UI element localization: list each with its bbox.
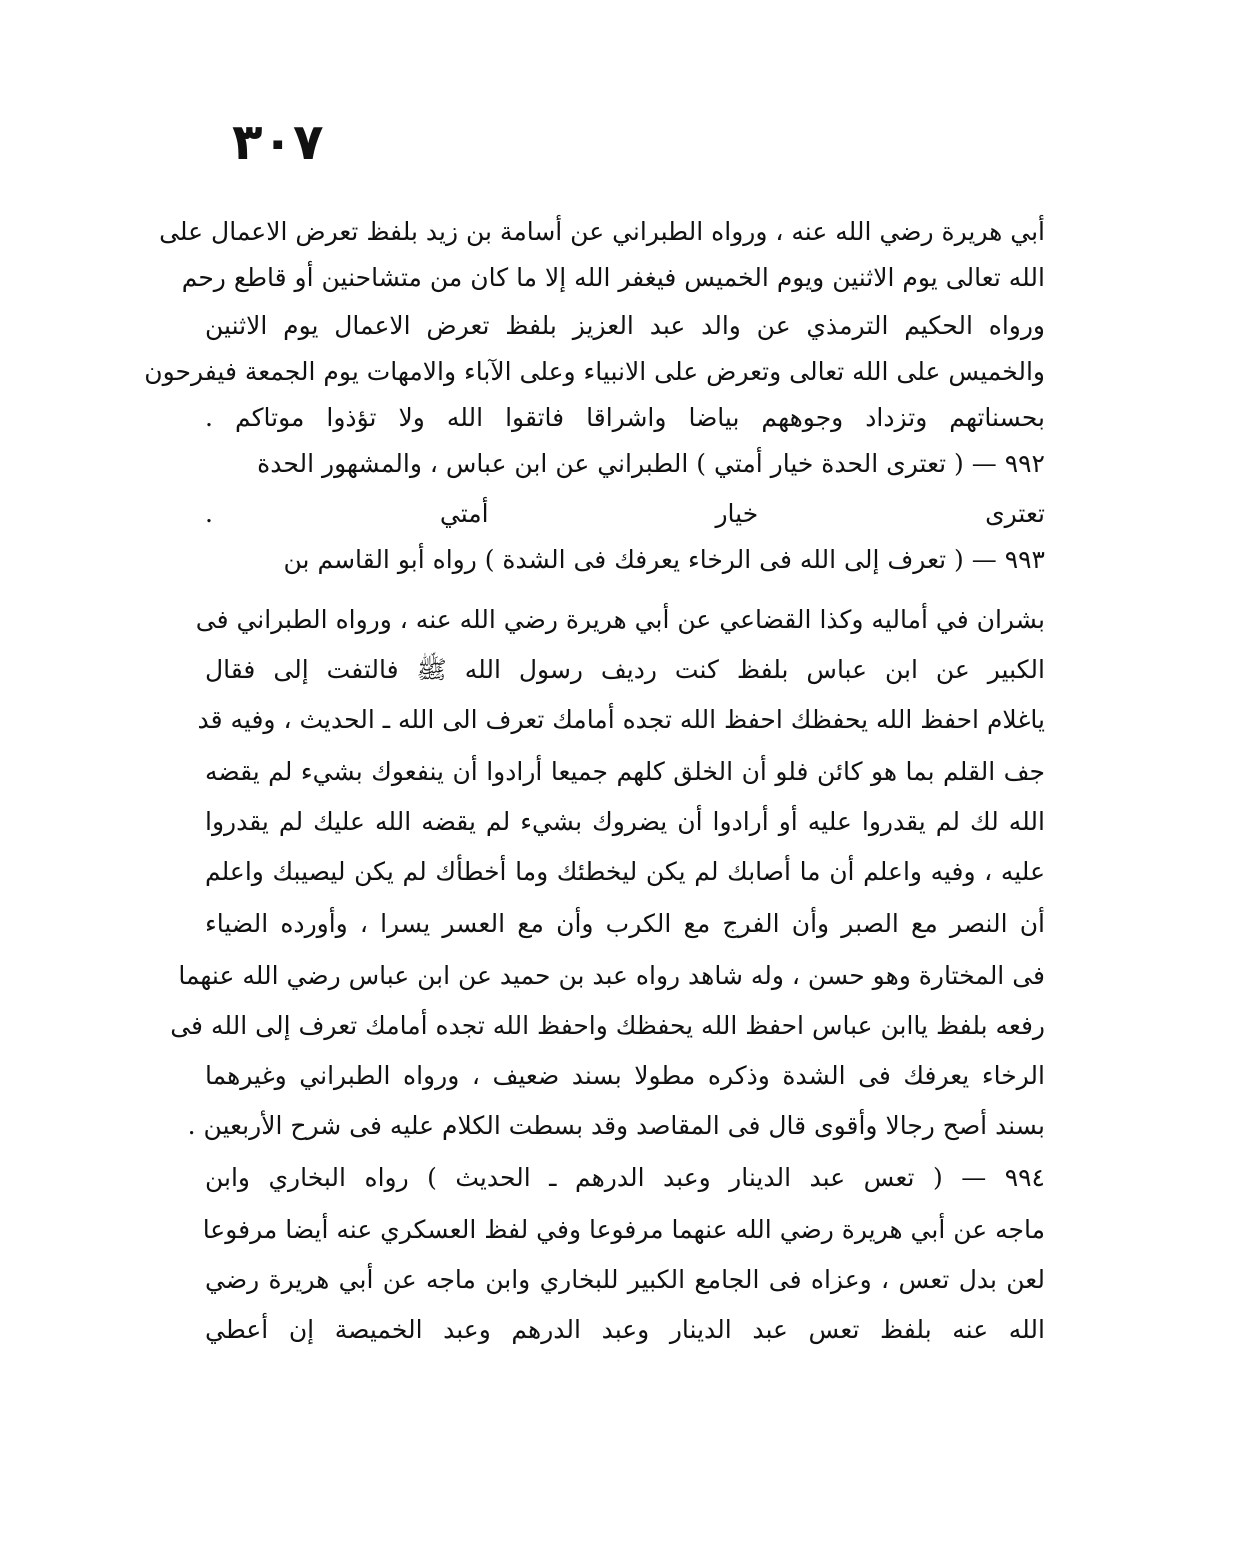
text-line: ٩٩٣ — ( تعرف إلى الله فى الرخاء يعرفك فى الشدة ) رواه أبو القاسم بن [283, 545, 1045, 574]
text-line: بسند أصح رجالا وأقوى قال فى المقاصد وقد بسطت الكلام عليه فى شرح الأربعين . [187, 1111, 1045, 1140]
page-number: ٣٠٧ [232, 113, 324, 171]
text-line: والخميس على الله تعالى وتعرض على الانبياء وعلى الآباء والامهات يوم الجمعة فيفرحون [144, 357, 1045, 386]
text-line: رفعه بلفظ ياابن عباس احفظ الله يحفظك واحفظ الله تجده أمامك تعرف إلى الله فى [170, 1011, 1045, 1040]
text-line: أبي هريرة رضي الله عنه ، ورواه الطبراني عن أسامة بن زيد بلفظ تعرض الاعمال على [159, 217, 1045, 246]
text-line: ياغلام احفظ الله يحفظك احفظ الله تجده أمامك تعرف الى الله ـ الحديث ، وفيه قد [197, 705, 1045, 734]
text-line: الرخاء يعرفك فى الشدة وذكره مطولا بسند ضعيف ، ورواه الطبراني وغيرهما [205, 1061, 1045, 1090]
text-line: تعترى خيار أمتي . [205, 499, 1045, 528]
text-line: عليه ، وفيه واعلم أن ما أصابك لم يكن ليخطئك وما أخطأك لم يكن ليصيبك واعلم [205, 857, 1045, 886]
text-line: الله تعالى يوم الاثنين ويوم الخميس فيغفر الله إلا ما كان من متشاحنين أو قاطع رحم [181, 263, 1045, 292]
text-line: فى المختارة وهو حسن ، وله شاهد رواه عبد بن حميد عن ابن عباس رضي الله عنهما [178, 961, 1045, 990]
text-line: ٩٩٤ — ( تعس عبد الدينار وعبد الدرهم ـ الحديث ) رواه البخاري وابن [205, 1163, 1045, 1192]
text-line: ٩٩٢ — ( تعترى الحدة خيار أمتي ) الطبراني عن ابن عباس ، والمشهور الحدة [257, 449, 1045, 478]
text-line: لعن بدل تعس ، وعزاه فى الجامع الكبير للبخاري وابن ماجه عن أبي هريرة رضي [205, 1265, 1045, 1294]
text-line: ماجه عن أبي هريرة رضي الله عنهما مرفوعا وفي لفظ العسكري عنه أيضا مرفوعا [202, 1215, 1045, 1244]
text-line: جف القلم بما هو كائن فلو أن الخلق كلهم جميعا أرادوا أن ينفعوك بشيء لم يقضه [205, 757, 1045, 786]
text-line: ورواه الحكيم الترمذي عن والد عبد العزيز بلفظ تعرض الاعمال يوم الاثنين [205, 311, 1045, 340]
text-line: أن النصر مع الصبر وأن الفرج مع الكرب وأن مع العسر يسرا ، وأورده الضياء [205, 909, 1045, 938]
text-line: بشران في أماليه وكذا القضاعي عن أبي هريرة رضي الله عنه ، ورواه الطبراني فى [195, 605, 1045, 634]
text-line: بحسناتهم وتزداد وجوههم بياضا واشراقا فاتقوا الله ولا تؤذوا موتاكم . [205, 403, 1045, 432]
text-line: الله لك لم يقدروا عليه أو أرادوا أن يضروك بشيء لم يقضه الله عليك لم يقدروا [205, 807, 1045, 836]
text-line: الله عنه بلفظ تعس عبد الدينار وعبد الدرهم وعبد الخميصة إن أعطي [205, 1315, 1045, 1344]
text-line: الكبير عن ابن عباس بلفظ كنت رديف رسول الله ﷺ فالتفت إلى فقال [205, 655, 1045, 684]
